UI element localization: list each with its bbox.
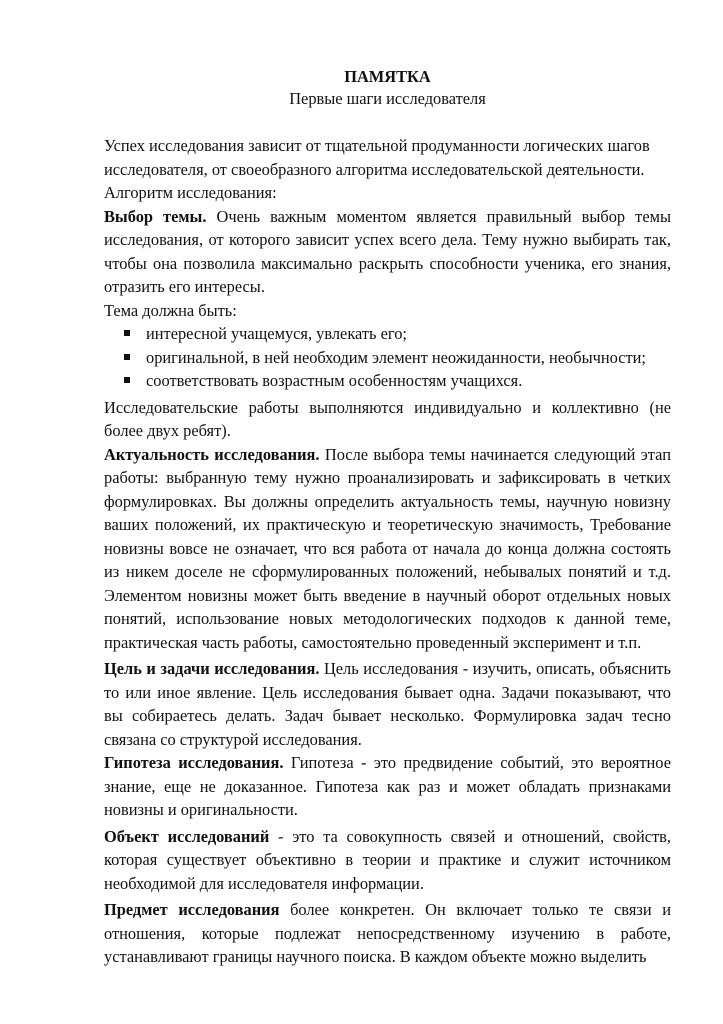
work-mode-paragraph: Исследовательские работы выполняются индивидуально и коллективно (не более двух ребят). [104,397,671,440]
algorithm-label: Алгоритм исследования: [104,183,277,202]
goals-paragraph [104,657,671,751]
subject-text: более конкретен. Он включает только те связи и отношения, которые подлежат непосредственному изучению в работе, устанавливают границы научного поиска. В каждом объекте можно выделить [104,900,671,966]
page-title: ПАМЯТКА [344,67,431,86]
object-heading: Объект исследований [104,826,270,846]
topic-heading: Выбор темы. [104,206,207,226]
topic-requirements-label: Тема должна быть: [104,300,237,320]
relevance-heading: Актуальность исследования. [104,444,320,464]
goals-heading: Цель и задачи исследования. [104,659,320,678]
list-item: интересной учащемуся, увлекать его; [124,322,671,346]
relevance-paragraph [104,443,671,655]
intro-paragraph: Успех исследования зависит от тщательной продуманности логических шагов исследователя, от своеобразного алгоритма исследовательской деятельности. [104,136,650,179]
relevance-text: После выбора темы начинается следующий этап работы: выбранную тему нужно проанализировать и зафиксировать в четких формулировках. Вы должны определить актуальность темы, научную новизну ваших положений, их практическую и теоретическую значимость, Требование новизны вовсе не означает, что вся работа от начала до конца должна состоять из никем доселе не сформулированных положений, небывалых понятий и т.д. Элементом новизны может быть введение в научный оборот отдельных новых понятий, использование новых методологических подходов к данной теме, практическая часть работы, самостоятельно проведенный эксперимент и т.п. [104,444,671,652]
topic-text: Очень важным моментом является правильный выбор темы исследования, от которого зависит успех всего дела. Тему нужно выбирать так, чтобы она позволила максимально раскрыть способности ученика, его знания, отразить его интересы. [104,206,671,296]
goals-text: Цель исследования - изучить, описать, объяснить то или иное явление. Цель исследования бывает одна. Задачи показывают, что вы собираетесь делать. Задач бывает несколько. Формулировка задач тесно связана со структурой исследования. [104,659,671,749]
square-bullet-icon [124,330,130,336]
hypothesis-text: Гипотеза - это предвидение событий, это вероятное знание, еще не доказанное. Гипотеза как раз и может обладать признаками новизны и оригинальности. [104,753,671,819]
object-text: - это та совокупность связей и отношений, свойств, которая существует объективно в теории и практике и служит источником необходимой для исследователя информации. [104,826,671,893]
square-bullet-icon [124,377,130,383]
topic-paragraph [104,205,671,299]
list-item: соответствовать возрастным особенностям учащихся. [124,369,671,393]
subject-heading: Предмет исследования [104,900,280,919]
list-item: оригинальной, в ней необходим элемент неожиданности, необычности; [124,346,671,370]
topic-requirements-list [104,322,671,393]
subject-paragraph [104,898,671,969]
hypothesis-heading: Гипотеза исследования. [104,753,284,772]
object-paragraph [104,825,671,896]
hypothesis-paragraph [104,751,671,822]
square-bullet-icon [124,354,130,360]
page-subtitle: Первые шаги исследователя [289,89,486,108]
